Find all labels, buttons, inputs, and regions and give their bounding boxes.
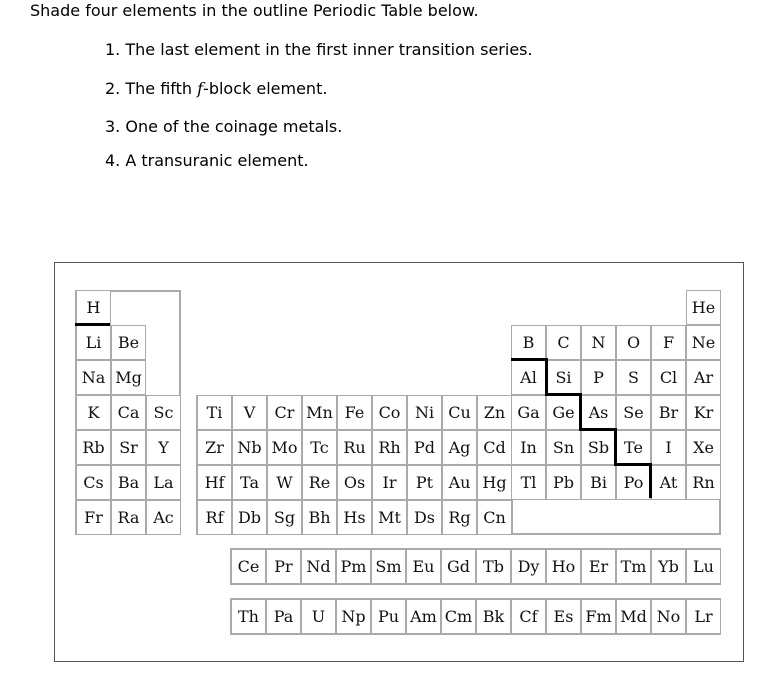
element-cell-es[interactable]: Es xyxy=(546,599,581,634)
element-cell-ac[interactable]: Ac xyxy=(146,500,181,535)
element-cell-tc[interactable]: Tc xyxy=(302,430,337,465)
question-intro: Shade four elements in the outline Periodic Table below. xyxy=(30,1,479,20)
element-cell-db[interactable]: Db xyxy=(232,500,267,535)
element-cell-at[interactable]: At xyxy=(651,465,686,500)
element-cell-he[interactable]: He xyxy=(686,290,721,325)
staircase-line xyxy=(614,463,651,466)
element-cell-i[interactable]: I xyxy=(651,430,686,465)
element-cell-u[interactable]: U xyxy=(301,599,336,634)
element-cell-sm[interactable]: Sm xyxy=(371,549,406,584)
element-cell-la[interactable]: La xyxy=(146,465,181,500)
element-cell-cn[interactable]: Cn xyxy=(477,500,512,535)
element-cell-as[interactable]: As xyxy=(581,395,616,430)
element-cell-eu[interactable]: Eu xyxy=(406,549,441,584)
element-cell-rf[interactable]: Rf xyxy=(197,500,232,535)
element-cell-ba[interactable]: Ba xyxy=(111,465,146,500)
element-cell-gd[interactable]: Gd xyxy=(441,549,476,584)
element-cell-pa[interactable]: Pa xyxy=(266,599,301,634)
task-4 xyxy=(105,151,309,170)
task-2-italic: f xyxy=(197,79,204,98)
element-cell-h[interactable]: H xyxy=(76,290,111,325)
element-cell-p[interactable]: P xyxy=(581,360,616,395)
element-cell-np[interactable]: Np xyxy=(336,599,371,634)
element-cell-fr[interactable]: Fr xyxy=(76,500,111,535)
element-cell-xe[interactable]: Xe xyxy=(686,430,721,465)
element-cell-cs[interactable]: Cs xyxy=(76,465,111,500)
staircase-line xyxy=(614,428,617,465)
element-cell-mo[interactable]: Mo xyxy=(267,430,302,465)
element-cell-sc[interactable]: Sc xyxy=(146,395,181,430)
staircase-line xyxy=(75,323,110,326)
element-cell-al[interactable]: Al xyxy=(511,360,546,395)
element-cell-yb[interactable]: Yb xyxy=(651,549,686,584)
element-cell-rh[interactable]: Rh xyxy=(372,430,407,465)
element-cell-am[interactable]: Am xyxy=(406,599,441,634)
element-cell-hf[interactable]: Hf xyxy=(197,465,232,500)
element-cell-mt[interactable]: Mt xyxy=(372,500,407,535)
element-cell-nb[interactable]: Nb xyxy=(232,430,267,465)
element-cell-ds[interactable]: Ds xyxy=(407,500,442,535)
element-cell-sg[interactable]: Sg xyxy=(267,500,302,535)
element-cell-re[interactable]: Re xyxy=(302,465,337,500)
element-cell-pd[interactable]: Pd xyxy=(407,430,442,465)
element-cell-ar[interactable]: Ar xyxy=(686,360,721,395)
element-cell-c[interactable]: C xyxy=(546,325,581,360)
element-cell-rb[interactable]: Rb xyxy=(76,430,111,465)
element-cell-sn[interactable]: Sn xyxy=(546,430,581,465)
element-cell-fe[interactable]: Fe xyxy=(337,395,372,430)
staircase-line xyxy=(649,463,652,498)
element-cell-bh[interactable]: Bh xyxy=(302,500,337,535)
element-cell-th[interactable]: Th xyxy=(231,599,266,634)
element-cell-bi[interactable]: Bi xyxy=(581,465,616,500)
element-cell-s[interactable]: S xyxy=(616,360,651,395)
element-cell-er[interactable]: Er xyxy=(581,549,616,584)
element-cell-se[interactable]: Se xyxy=(616,395,651,430)
element-cell-b[interactable]: B xyxy=(511,325,546,360)
element-cell-rn[interactable]: Rn xyxy=(686,465,721,500)
element-cell-cm[interactable]: Cm xyxy=(441,599,476,634)
element-cell-mg[interactable]: Mg xyxy=(111,360,146,395)
element-cell-cr[interactable]: Cr xyxy=(267,395,302,430)
element-cell-n[interactable]: N xyxy=(581,325,616,360)
element-cell-kr[interactable]: Kr xyxy=(686,395,721,430)
element-cell-fm[interactable]: Fm xyxy=(581,599,616,634)
element-cell-in[interactable]: In xyxy=(511,430,546,465)
element-cell-k[interactable]: K xyxy=(76,395,111,430)
element-cell-cd[interactable]: Cd xyxy=(477,430,512,465)
element-cell-ga[interactable]: Ga xyxy=(511,395,546,430)
element-cell-ni[interactable]: Ni xyxy=(407,395,442,430)
element-cell-li[interactable]: Li xyxy=(76,325,111,360)
element-cell-si[interactable]: Si xyxy=(546,360,581,395)
task-3 xyxy=(105,117,342,136)
element-cell-md[interactable]: Md xyxy=(616,599,651,634)
element-cell-cu[interactable]: Cu xyxy=(442,395,477,430)
element-cell-ir[interactable]: Ir xyxy=(372,465,407,500)
task-2-prefix: 2. The fifth xyxy=(105,79,198,98)
element-cell-co[interactable]: Co xyxy=(372,395,407,430)
task-1 xyxy=(105,40,533,59)
element-cell-f[interactable]: F xyxy=(651,325,686,360)
element-cell-be[interactable]: Be xyxy=(111,325,146,360)
element-cell-ta[interactable]: Ta xyxy=(232,465,267,500)
element-cell-os[interactable]: Os xyxy=(337,465,372,500)
element-cell-br[interactable]: Br xyxy=(651,395,686,430)
element-cell-tm[interactable]: Tm xyxy=(616,549,651,584)
element-cell-cf[interactable]: Cf xyxy=(511,599,546,634)
element-cell-mn[interactable]: Mn xyxy=(302,395,337,430)
element-cell-pm[interactable]: Pm xyxy=(336,549,371,584)
element-cell-ag[interactable]: Ag xyxy=(442,430,477,465)
element-cell-tl[interactable]: Tl xyxy=(511,465,546,500)
element-cell-po[interactable]: Po xyxy=(616,465,651,500)
element-cell-nd[interactable]: Nd xyxy=(301,549,336,584)
element-cell-hg[interactable]: Hg xyxy=(477,465,512,500)
staircase-line xyxy=(579,393,582,430)
element-cell-ca[interactable]: Ca xyxy=(111,395,146,430)
element-cell-y[interactable]: Y xyxy=(146,430,181,465)
element-cell-ru[interactable]: Ru xyxy=(337,430,372,465)
element-cell-dy[interactable]: Dy xyxy=(511,549,546,584)
element-cell-ti[interactable]: Ti xyxy=(197,395,232,430)
element-cell-ge[interactable]: Ge xyxy=(546,395,581,430)
element-cell-zr[interactable]: Zr xyxy=(197,430,232,465)
staircase-line xyxy=(511,358,546,361)
element-cell-au[interactable]: Au xyxy=(442,465,477,500)
element-cell-ce[interactable]: Ce xyxy=(231,549,266,584)
element-cell-pr[interactable]: Pr xyxy=(266,549,301,584)
element-cell-v[interactable]: V xyxy=(232,395,267,430)
element-cell-ra[interactable]: Ra xyxy=(111,500,146,535)
task-4-text: 4. A transuranic element. xyxy=(105,151,309,170)
element-cell-tb[interactable]: Tb xyxy=(476,549,511,584)
element-cell-na[interactable]: Na xyxy=(76,360,111,395)
element-cell-ho[interactable]: Ho xyxy=(546,549,581,584)
element-cell-ne[interactable]: Ne xyxy=(686,325,721,360)
element-cell-pt[interactable]: Pt xyxy=(407,465,442,500)
task-2-suffix: -block element. xyxy=(203,79,328,98)
element-cell-te[interactable]: Te xyxy=(616,430,651,465)
element-cell-pb[interactable]: Pb xyxy=(546,465,581,500)
element-cell-no[interactable]: No xyxy=(651,599,686,634)
element-cell-pu[interactable]: Pu xyxy=(371,599,406,634)
staircase-line xyxy=(545,393,580,396)
element-cell-o[interactable]: O xyxy=(616,325,651,360)
element-cell-rg[interactable]: Rg xyxy=(442,500,477,535)
element-cell-cl[interactable]: Cl xyxy=(651,360,686,395)
staircase-line xyxy=(579,428,616,431)
element-cell-lu[interactable]: Lu xyxy=(686,549,721,584)
element-cell-bk[interactable]: Bk xyxy=(476,599,511,634)
task-2 xyxy=(105,79,327,98)
element-cell-zn[interactable]: Zn xyxy=(477,395,512,430)
element-cell-hs[interactable]: Hs xyxy=(337,500,372,535)
staircase-line xyxy=(545,358,548,395)
task-3-text: 3. One of the coinage metals. xyxy=(105,117,343,136)
element-cell-w[interactable]: W xyxy=(267,465,302,500)
task-1-text: 1. The last element in the first inner transition series. xyxy=(105,40,533,59)
element-cell-sr[interactable]: Sr xyxy=(111,430,146,465)
element-cell-lr[interactable]: Lr xyxy=(686,599,721,634)
element-cell-sb[interactable]: Sb xyxy=(581,430,616,465)
